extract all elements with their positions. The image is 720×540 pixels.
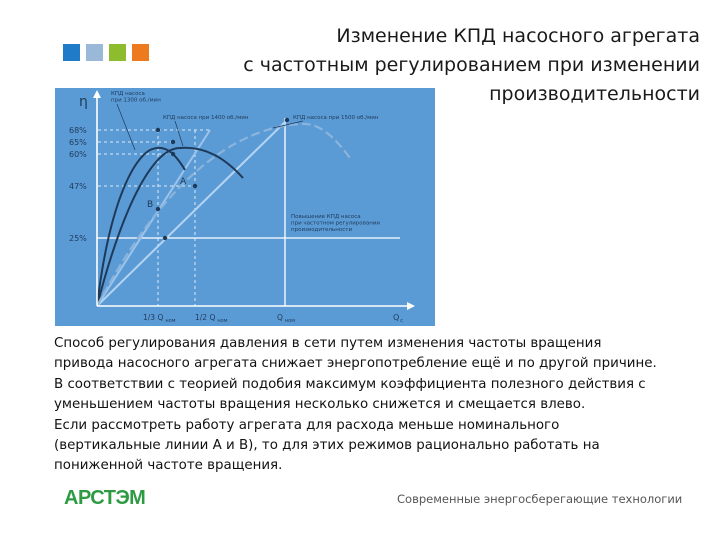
y-tick-label: 25%	[69, 234, 87, 243]
x-tick-label: 1/3 Q $_{ном}$	[143, 313, 176, 324]
text-line: уменьшением частоты вращения несколько снижется и смещается влево.	[54, 397, 586, 413]
text-line: привода насосного агрегата снижает энергопотребление ещё и по другой причине.	[54, 356, 657, 372]
x-tick-label: Q $_{ном}$	[277, 313, 296, 324]
description-text	[54, 334, 704, 477]
accent-squares	[63, 44, 149, 61]
footer-tagline: Современные энергосберегающие технологии	[397, 492, 683, 506]
logo-text: АРСТЭМ	[64, 487, 146, 508]
accent-square	[86, 44, 103, 61]
y-axis-symbol: η	[79, 94, 88, 110]
title-line: Изменение КПД насосного агрегата	[336, 25, 700, 47]
efficiency-diagram	[55, 88, 435, 326]
annotation-efficiency-gain: Повышение КПД насоса при частотном регулировании производительности	[291, 214, 381, 233]
point-label-A: A	[180, 177, 187, 187]
curve-label-1400: КПД насоса при 1400 об./мин	[163, 115, 249, 121]
title-line: с частотным регулированием при изменении	[243, 54, 700, 76]
title-line: производительности	[489, 83, 700, 105]
y-tick-label: 47%	[69, 182, 87, 191]
point	[285, 118, 289, 122]
x-tick-label: 1/2 Q $_{ном}$	[195, 313, 228, 324]
accent-square	[132, 44, 149, 61]
accent-square	[109, 44, 126, 61]
y-tick-label: 60%	[69, 150, 87, 159]
x-axis-symbol: $Q_c$	[393, 313, 404, 324]
point	[163, 236, 167, 240]
point	[171, 140, 175, 144]
point	[171, 152, 175, 156]
company-logo	[64, 486, 174, 513]
text-line: Способ регулирования давления в сети путем изменения частоты вращения	[54, 336, 602, 351]
point-A	[193, 184, 197, 188]
text-line: (вертикальные линии А и В), то для этих режимов рационально работать на	[54, 438, 600, 454]
curve-label-1300: КПД насоса при 1300 об./мин	[111, 91, 161, 104]
diagram-svg	[55, 88, 435, 326]
y-tick-label: 65%	[69, 138, 87, 147]
text-line: пониженной частоте вращения.	[54, 458, 283, 474]
curve-label-1500: КПД насоса при 1500 об./мин	[293, 115, 379, 121]
text-line: В соответствии с теорией подобия максимум коэффициента полезного действия с	[54, 376, 646, 392]
accent-square	[63, 44, 80, 61]
point-B	[156, 207, 160, 211]
point-label-B: B	[147, 200, 154, 210]
point	[156, 128, 160, 132]
y-tick-label: 68%	[69, 126, 87, 135]
text-line: Если рассмотреть работу агрегата для расхода меньше номинального	[54, 417, 560, 433]
